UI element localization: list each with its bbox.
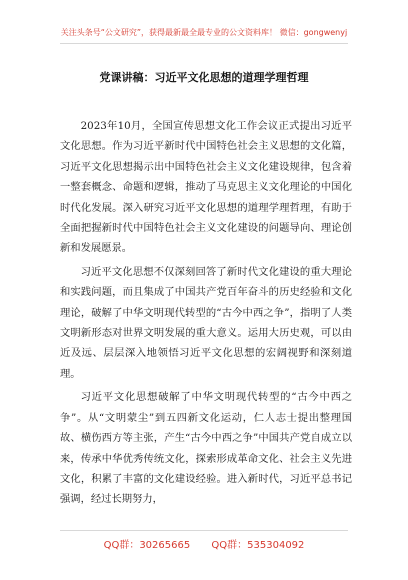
paragraph-1: 2023年10月，全国宣传思想文化工作会议正式提出习近平文化思想。作为习近平新时代中国特色社会主义思想的文化篇，习近平文化思想揭示出中国特色社会主义文化建设规律，包含着一整套概念、命题和逻辑，推动了马克思主义文化理论的中国化时代化发展。深入研究习近平文化思想的道理学理哲理，有助于全面把握新时代中国特色社会主义文化建设的问题导向、理论创新和发展愿景。: [60, 120, 352, 255]
footer-divider: [60, 530, 348, 531]
qq-group-2: QQ群：535304092: [211, 540, 305, 551]
document-title: 党课讲稿：习近平文化思想的道理学理哲理: [99, 71, 309, 84]
document-body: [60, 116, 352, 513]
qq-group-1: QQ群：30265665: [103, 540, 191, 551]
footer-contacts: [0, 536, 408, 551]
header-banner: 关注头条号“公文研究”，获得最新最全最专业的公文资料库！ 微信：gongwenyj: [60, 28, 348, 37]
paragraph-2: 习近平文化思想不仅深刻回答了新时代文化建设的重大理论和实践问题，而且集成了中国共产党百年奋斗的历史经验和文化理论，破解了中华文明现代转型的“古今中西之争”，指明了人类文明新形态对世界文明发展的重大意义。运用大历史观，可以由近及远、层层深入地领悟习近平文化思想的宏阔视野和深刻道理。: [60, 265, 352, 380]
paragraph-3: 习近平文化思想破解了中华文明现代转型的“古今中西之争”。从“文明蒙尘”到五四新文化运动，仁人志士提出整理国故、横伤西方等主张，产生“古今中西之争”中国共产党自成立以来，传承中华优秀传统文化，探索形成革命文化、社会主义先进文化，积累了丰富的文化建设经验。进入新时代，习近平总书记强调，经过长期努力，: [60, 391, 352, 506]
header-divider: [60, 43, 348, 44]
